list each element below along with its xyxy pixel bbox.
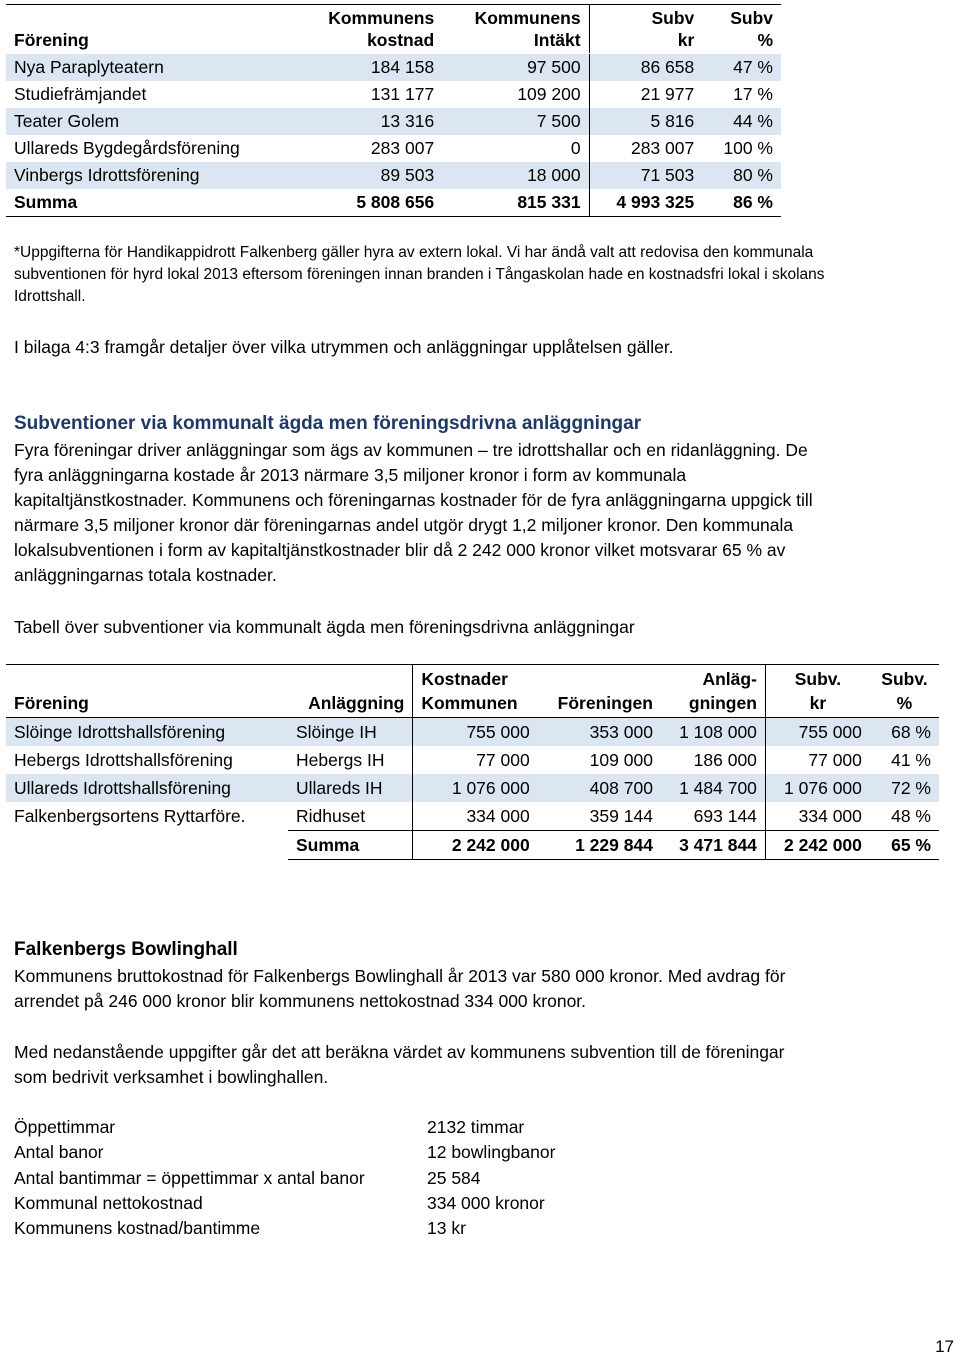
header-forening: Förening [6, 665, 288, 718]
cell: Slöinge IH [288, 718, 413, 747]
cell: 359 144 [589, 806, 653, 826]
header-anlaggning: Anläggning [288, 665, 413, 718]
cell: 77 000 [476, 750, 530, 770]
cell [6, 831, 288, 860]
table-row [6, 108, 781, 135]
table-header-row [6, 665, 939, 718]
table-row [6, 162, 781, 189]
cell: Summa [6, 189, 296, 217]
cell: 5 808 656 [296, 189, 442, 217]
subsidy-table-2 [6, 664, 939, 860]
fact-label: Öppettimmar [14, 1117, 116, 1137]
cell: 13 316 [296, 108, 442, 135]
cell: 2 242 000 [413, 831, 538, 860]
header-anlaggningen: Anläg- gningen [661, 665, 765, 718]
header-intakt: Kommunens Intäkt [442, 5, 589, 54]
table-row [6, 802, 939, 831]
header-forening: Förening [6, 5, 296, 54]
cell: Falkenbergsortens Ryttarföre. [14, 806, 246, 827]
cell: 21 977 [640, 84, 695, 104]
table-header-row [6, 5, 781, 54]
cell: 97 500 [442, 54, 589, 82]
table-row [6, 81, 781, 108]
cell: 47 % [702, 54, 781, 82]
cell: 2 242 000 [765, 831, 869, 860]
table-row [6, 718, 939, 747]
header-foreningen: Föreningen [538, 665, 661, 718]
cell: 1 076 000 [413, 774, 538, 802]
table-row [6, 774, 939, 802]
fact-value: 13 kr [427, 1218, 466, 1239]
cell: 7 500 [442, 108, 589, 135]
cell: 41 % [891, 750, 931, 770]
cell: 755 000 [765, 718, 869, 747]
cell: 1 108 000 [661, 718, 765, 747]
cell: Studiefrämjandet [14, 84, 147, 104]
cell: 3 471 844 [661, 831, 765, 860]
header-subv-pct: Subv. % [870, 665, 939, 718]
fact-row [14, 1140, 555, 1165]
cell: Ullareds IH [288, 774, 413, 802]
table-row [6, 135, 781, 162]
section-heading: Subventioner via kommunalt ägda men föreningsdrivna anläggningar [14, 413, 642, 434]
header-subv-kr: Subv kr [589, 5, 702, 54]
fact-value: 2132 timmar [427, 1117, 525, 1137]
cell: 334 000 [466, 806, 530, 826]
table-sum-row [6, 189, 781, 217]
footnote: *Uppgifterna för Handikappidrott Falkenberg gäller hyra av extern lokal. Vi har ändå valt att redovisa den kommunala subventionen för hyrd lokal 2013 eftersom föreningen innan branden i Tångaskolan hade en kostnadsfri lokal i skolans Idrottshall. [14, 244, 825, 305]
fact-row [14, 1191, 555, 1216]
cell: 18 000 [442, 162, 589, 189]
cell: Nya Paraplyteatern [6, 54, 296, 82]
cell: 48 % [891, 806, 931, 826]
bowling-body-2: Med nedanstående uppgifter går det att beräkna värdet av kommunens subvention till de föreningar som bedrivit verksamhet i bowlinghallen. [14, 1042, 785, 1087]
fact-row [14, 1115, 555, 1140]
fact-row [14, 1166, 555, 1191]
cell: Slöinge Idrottshallsförening [6, 718, 288, 747]
cell: Ullareds Bygdegårdsförening [14, 138, 240, 158]
cell: 283 007 [631, 138, 695, 158]
header-subv-kr: Subv. kr [765, 665, 869, 718]
bowling-heading: Falkenbergs Bowlinghall [14, 939, 238, 960]
cell: Hebergs IH [288, 746, 413, 774]
cell: 5 816 [589, 108, 702, 135]
fact-label: Antal bantimmar = öppettimmar x antal banor [14, 1167, 365, 1188]
fact-value: 334 000 kronor [427, 1192, 545, 1213]
cell: 1 484 700 [661, 774, 765, 802]
cell: 4 993 325 [589, 189, 702, 217]
cell: 86 658 [589, 54, 702, 82]
cell: 408 700 [538, 774, 661, 802]
fact-value: 12 bowlingbanor [427, 1142, 556, 1163]
fact-row [14, 1216, 555, 1241]
cell: Ridhuset [288, 802, 413, 831]
cell: 72 % [870, 774, 939, 802]
fact-label: Antal banor [14, 1142, 104, 1163]
table-caption: Tabell över subventioner via kommunalt ägda men föreningsdrivna anläggningar [14, 617, 635, 637]
cell: 86 % [702, 189, 781, 217]
cell: 77 000 [808, 750, 862, 770]
cell: 693 144 [661, 802, 765, 831]
page-number: 17 [935, 1337, 954, 1356]
cell: 100 % [723, 138, 773, 158]
cell: 109 000 [589, 750, 653, 770]
cell: Vinbergs Idrottsförening [6, 162, 296, 189]
fact-label: Kommunal nettokostnad [14, 1192, 203, 1213]
cell: Summa [288, 831, 413, 860]
cell: 68 % [870, 718, 939, 747]
cell: 283 007 [370, 138, 435, 158]
cell: 17 % [733, 84, 773, 104]
table-sum-row [6, 831, 939, 860]
cell: 755 000 [413, 718, 538, 747]
cell: Ullareds Idrottshallsförening [6, 774, 288, 802]
cell: 186 000 [661, 746, 765, 774]
bilaga-paragraph: I bilaga 4:3 framgår detaljer över vilka utrymmen och anläggningar upplåtelsen gäller. [14, 337, 674, 357]
cell: Teater Golem [6, 108, 296, 135]
subsidy-table-1 [6, 4, 781, 217]
cell: 353 000 [538, 718, 661, 747]
cell: 334 000 [798, 806, 862, 826]
table-row [6, 746, 939, 774]
fact-label: Kommunens kostnad/bantimme [14, 1218, 261, 1239]
cell: 65 % [870, 831, 939, 860]
cell: 815 331 [442, 189, 589, 217]
cell: 0 [442, 135, 589, 162]
cell: 44 % [702, 108, 781, 135]
cell: 184 158 [296, 54, 442, 82]
cell: 89 503 [296, 162, 442, 189]
cell: 1 229 844 [538, 831, 661, 860]
cell: 1 076 000 [765, 774, 869, 802]
cell: 80 % [702, 162, 781, 189]
bowling-facts [14, 1115, 555, 1241]
cell: 131 177 [370, 84, 435, 104]
fact-value: 25 584 [427, 1167, 481, 1188]
bowling-body-1: Kommunens bruttokostnad för Falkenbergs Bowlinghall år 2013 var 580 000 kronor. Med avdrag för arrendet på 246 000 kronor blir kommunens nettokostnad 334 000 kronor. [14, 966, 786, 1011]
header-subv-pct: Subv % [702, 5, 781, 54]
header-kostnad: Kommunens kostnad [296, 5, 442, 54]
section-body: Fyra föreningar driver anläggningar som ägs av kommunen – tre idrottshallar och en ridanläggning. De fyra anläggningarna kostade år 2013 närmare 3,5 miljoner kronor i form av kommunala kapitaltjänstkostnader. Kommunens och föreningarnas kostnader för de fyra anläggningarna uppgick till närmare 3,5 miljoner kronor där föreningarnas andel utgör drygt 1,2 miljoner kronor. Den kommunala lokalsubventionen i form av kapitaltjänstkostnader blir då 2 242 000 kronor vilket motsvarar 65 % av anläggningarnas totala kostnader. [14, 440, 813, 585]
header-kommunen: Kostnader Kommunen [413, 665, 538, 718]
cell: 109 200 [442, 81, 589, 108]
cell: 71 503 [589, 162, 702, 189]
table-row [6, 54, 781, 82]
cell: Hebergs Idrottshallsförening [14, 750, 233, 770]
